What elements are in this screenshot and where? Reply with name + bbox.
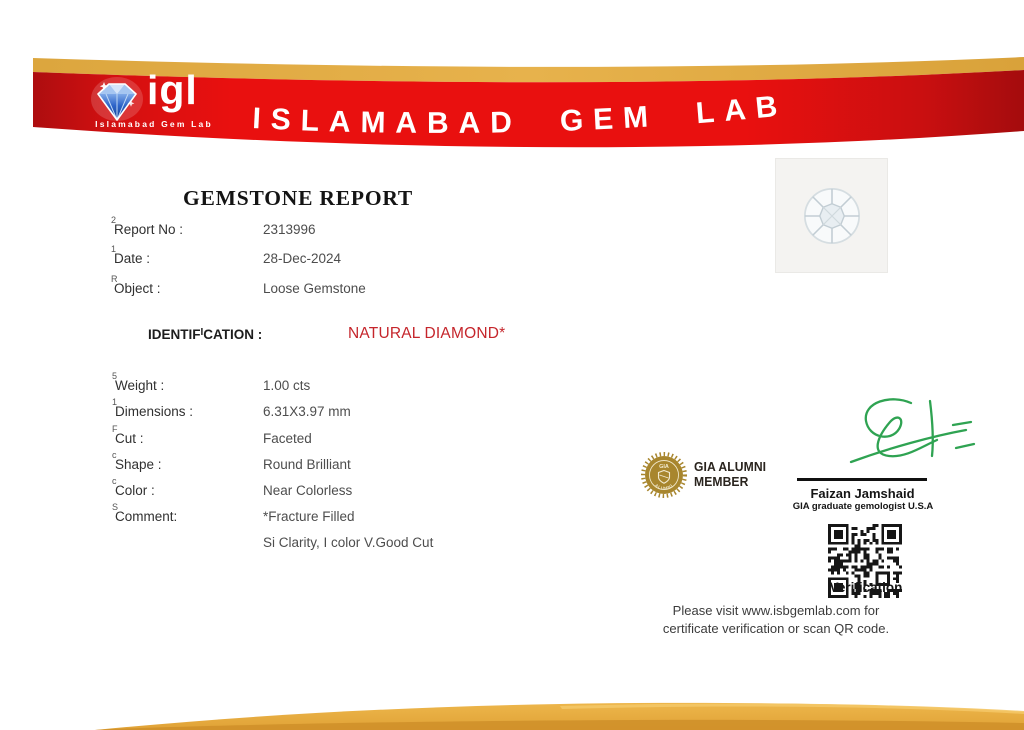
identification-label-pre: IDENTIF: [148, 327, 201, 342]
field-label: [111, 244, 151, 266]
attr-label-text: Weight :: [115, 378, 165, 393]
attr-row-weight: [0, 371, 1024, 398]
field-value: 2313996: [263, 222, 316, 237]
field-value: Loose Gemstone: [263, 281, 366, 296]
gia-alumni-seal-icon: [640, 451, 688, 499]
ghost-char: F: [112, 424, 118, 434]
qr-caption: Verification: [829, 580, 903, 595]
attr-label: [112, 397, 194, 419]
gia-alumni-member-label: [694, 460, 766, 490]
verification-note: [636, 602, 916, 638]
field-label: [111, 274, 161, 296]
field-label: [111, 215, 184, 237]
verification-note-line2: certificate verification or scan QR code.: [662, 620, 890, 636]
identification-label-sup: I: [200, 327, 204, 338]
signature-line: [797, 478, 927, 481]
ghost-char: 5: [112, 371, 118, 381]
field-label-text: Object :: [114, 281, 161, 296]
attr-value: 1.00 cts: [263, 378, 311, 393]
gia-line1: GIA ALUMNI: [694, 460, 767, 474]
gia-line2: MEMBER: [694, 475, 749, 489]
attr-label: [112, 450, 162, 472]
attr-label: [112, 476, 155, 498]
ghost-char: S: [112, 502, 119, 512]
attr-label: [112, 371, 165, 393]
ghost-char: c: [112, 476, 117, 486]
identification-value: NATURAL DIAMOND*: [348, 325, 506, 342]
attr-label-text: Comment:: [115, 509, 178, 524]
attr-label-text: Cut :: [115, 431, 144, 446]
attr-value: Faceted: [263, 431, 312, 446]
logo-caption: Islamabad Gem Lab: [95, 119, 213, 129]
field-row-object: [0, 274, 1024, 301]
identification-label: [148, 327, 262, 342]
seal-gia-text: GIA: [659, 464, 669, 470]
attr-value: 6.31X3.97 mm: [263, 404, 351, 419]
ghost-char: 1: [112, 397, 118, 407]
field-label-text: Date :: [114, 251, 151, 266]
diamond-logo-icon: [90, 76, 144, 124]
ghost-char: 2: [111, 215, 117, 225]
attr-value: Near Colorless: [263, 483, 353, 498]
identification-label-post: CATION :: [203, 327, 263, 342]
footer-gold-band: [0, 685, 1024, 730]
diamond-photo-icon: [797, 181, 867, 251]
attr-label-text: Color :: [115, 483, 155, 498]
verification-note-line1: Please visit www.isbgemlab.com for: [672, 603, 880, 618]
banner-title: ISLAMABAD GEM LAB: [251, 89, 789, 140]
logo-wordmark: igl: [147, 67, 198, 113]
attr-label: [112, 502, 178, 524]
attr-value: Si Clarity, I color V.Good Cut: [263, 535, 434, 550]
seal-alumni-text: ALUMNI: [654, 482, 674, 491]
attr-label-text: Dimensions :: [115, 404, 194, 419]
ghost-char: c: [112, 450, 117, 460]
attr-label: [112, 424, 144, 446]
gemologist-signature: [793, 397, 983, 475]
field-label-text: Report No :: [114, 222, 184, 237]
attr-value: Round Brilliant: [263, 457, 351, 472]
field-value: 28-Dec-2024: [263, 251, 342, 266]
gemstone-photo: [775, 158, 888, 273]
gemologist-title: GIA graduate gemologist U.S.A: [792, 501, 934, 512]
attr-label-text: Shape :: [115, 457, 162, 472]
ghost-char: 1: [111, 244, 117, 254]
attr-value: *Fracture Filled: [263, 509, 355, 524]
gemologist-name: Faizan Jamshaid: [810, 486, 915, 501]
page-title: GEMSTONE REPORT: [183, 186, 414, 210]
ghost-char: R: [111, 274, 118, 284]
